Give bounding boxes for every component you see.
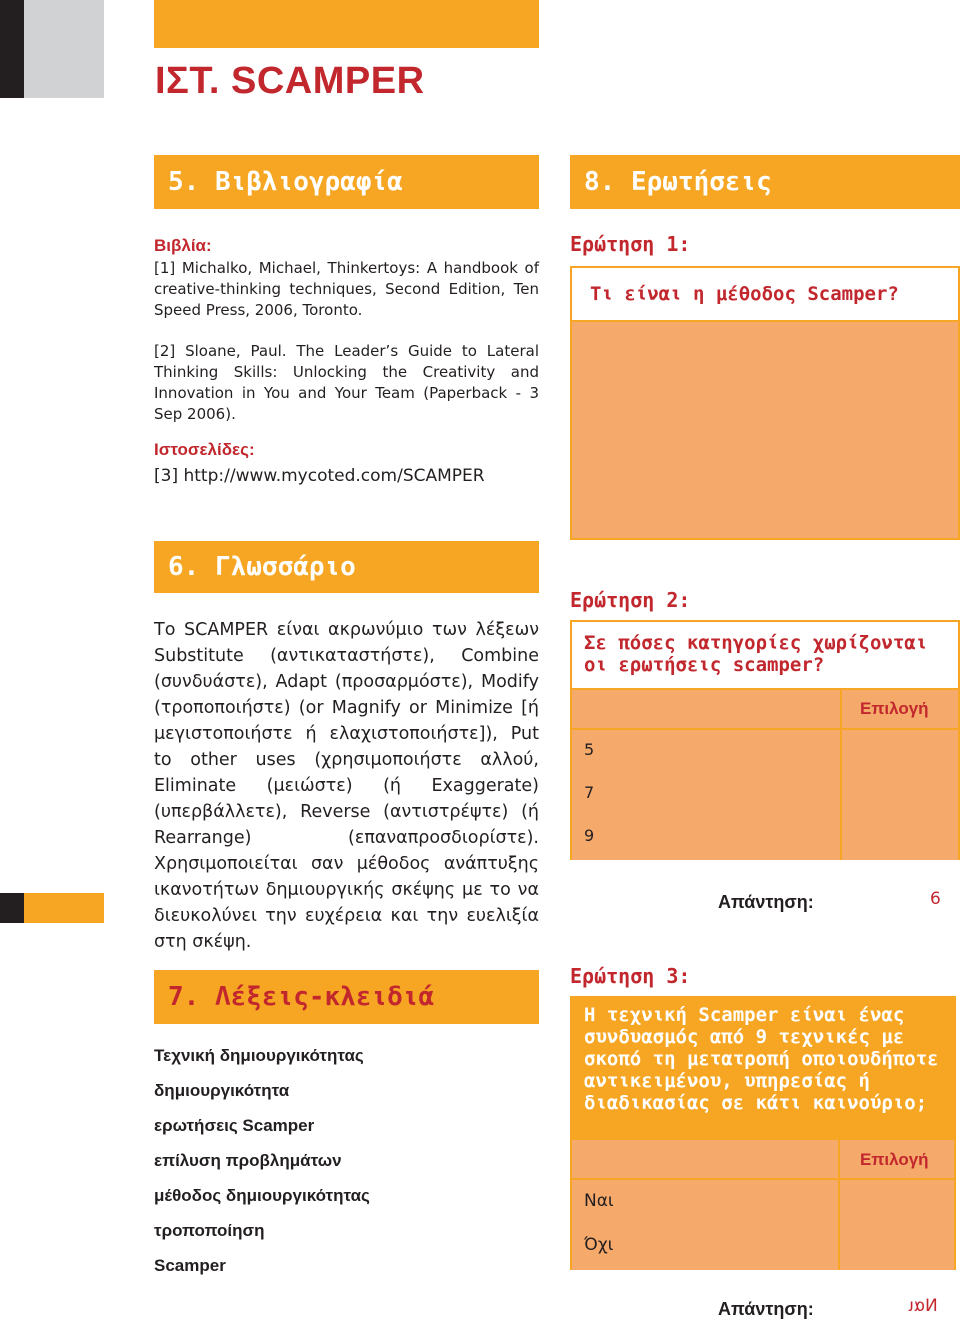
questions-heading-text: 8. Ερωτήσεις: [584, 167, 772, 197]
q3-choice-cell[interactable]: [840, 1180, 954, 1270]
bibliography-heading: [154, 155, 539, 209]
keyword-item: Τεχνική δημιουργικότητας: [154, 1046, 364, 1065]
q3-answer-value: Ναι: [908, 1296, 938, 1316]
keyword-item: μέθοδος δημιουργικότητας: [154, 1186, 370, 1205]
glossary-heading-text: 6. Γλωσσάριο: [168, 552, 356, 582]
keyword-item: δημιουργικότητα: [154, 1081, 290, 1100]
reference-2: [2] Sloane, Paul. The Leader’s Guide to Lateral Thinking Skills: Unlocking the Creativity and Innovation in You and Your Team (Paperback - 3 Sep 2006).: [154, 342, 539, 423]
q3-answer-label: Απάντηση:: [718, 1299, 814, 1319]
q3-option[interactable]: Ναι: [584, 1191, 614, 1211]
question-2-text: Σε πόσες κατηγορίες χωρίζονται οι ερωτήσεις scamper?: [584, 632, 928, 676]
bibliography-heading-text: 5. Βιβλιογραφία: [168, 167, 403, 197]
left-grey-block: [24, 0, 104, 98]
keyword-item: τροποποίηση: [154, 1221, 265, 1240]
books-label: Βιβλία:: [154, 236, 212, 255]
question-1-label: Ερώτηση 1:: [570, 232, 691, 256]
keyword-item: επίλυση προβλημάτων: [154, 1151, 342, 1170]
keywords-heading-text: 7. Λέξεις-κλειδιά: [168, 982, 435, 1012]
keywords-heading: [154, 970, 539, 1024]
left-dark-marker: [0, 893, 24, 923]
question-1-answer-area[interactable]: [570, 322, 960, 540]
q2-answer-value: 6: [930, 889, 941, 909]
question-2-box: [570, 620, 960, 690]
keyword-item: Scamper: [154, 1256, 226, 1275]
glossary-heading: [154, 541, 539, 593]
q3-column-head: Επιλογή: [860, 1150, 929, 1169]
reference-1: [1] Michalko, Michael, Thinkertoys: A handbook of creative-thinking techniques, Second Edition, Ten Speed Press, 2006, Toronto.: [154, 259, 539, 319]
q2-answer-label: Απάντηση:: [718, 892, 814, 912]
left-dark-block: [0, 0, 24, 98]
glossary-text: Το SCAMPER είναι ακρωνύμιο των λέξεων Substitute (αντικαταστήστε), Combine (συνδυάστε), Adapt (προσαρμόστε), Modify (τροποποιήστε) (or Magnify or Minimize [ή μεγιστοποιήστε ή ελαχιστοποιήστε]), Put to other uses (χρησιμοποιήστε αλλού, Eliminate (μειώστε) (ή Exaggerate) (υπερβάλλετε), Reverse (αντιστρέψτε) (ή Rearrange) (επαναπροσδιορίστε). Χρησιμοποιείται σαν μέθοδος ανάπτυξης ικανοτήτων δημιουργικής σκέψης με το να διευκολύνει την ευχέρεια και την ευελιξία στη σκέψη.: [154, 620, 539, 952]
question-3-label: Ερώτηση 3:: [570, 964, 691, 988]
q2-column-head: Επιλογή: [860, 699, 929, 718]
q2-choice-cell[interactable]: [842, 730, 956, 860]
page-title: ΙΣΤ. SCAMPER: [155, 60, 425, 102]
q2-option[interactable]: 7: [584, 783, 595, 802]
q2-option[interactable]: 5: [584, 740, 595, 759]
keyword-item: ερωτήσεις Scamper: [154, 1116, 315, 1135]
question-1-text: Τι είναι η μέθοδος Scamper?: [590, 283, 899, 305]
question-3-box: [570, 996, 956, 1140]
q3-option[interactable]: Όχι: [584, 1235, 614, 1255]
q2-option[interactable]: 9: [584, 826, 595, 845]
questions-heading: [570, 155, 960, 209]
question-3-text: Η τεχνική Scamper είναι ένας συνδυασμός από 9 τεχνικές με σκοπό τη μετατροπή οποιουδήποτε αντικειμένου, υπηρεσίας ή διαδικασίας σε κάτι καινούριο;: [584, 1004, 939, 1114]
left-orange-marker: [24, 893, 104, 923]
top-orange-bar: [154, 0, 539, 48]
reference-3: [3] http://www.mycoted.com/SCAMPER: [154, 466, 485, 486]
question-1-box: [570, 266, 960, 322]
question-2-label: Ερώτηση 2:: [570, 588, 691, 612]
websites-label: Ιστοσελίδες:: [154, 440, 255, 459]
